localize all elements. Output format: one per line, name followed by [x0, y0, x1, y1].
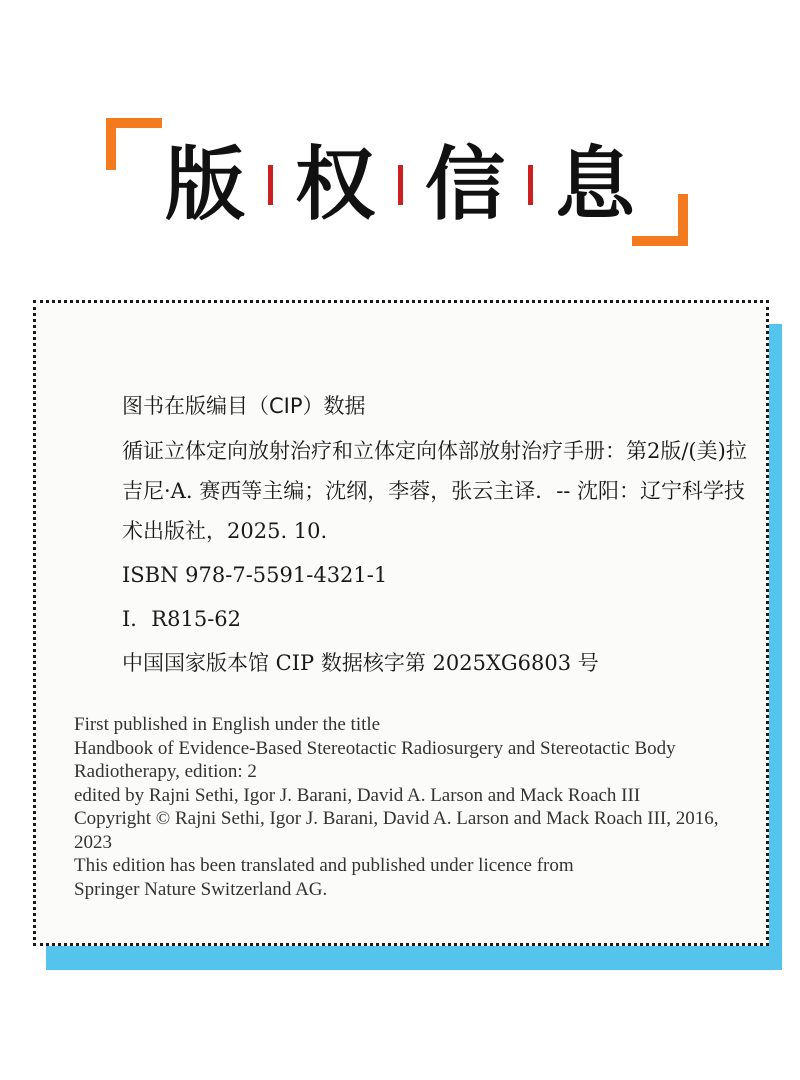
cip-block: [122, 389, 752, 683]
cip-description: 循证立体定向放射治疗和立体定向体部放射治疗手册：第2版/(美)拉吉尼·A. 赛西等主编；沈纲，李蓉，张云主译．-- 沈阳：辽宁科学技术出版社，2025. 10.: [122, 439, 747, 543]
english-line-publisher: Springer Nature Switzerland AG.: [74, 878, 328, 900]
cip-heading: 图书在版编目（CIP）数据: [122, 394, 366, 418]
english-line-title: Handbook of Evidence-Based Stereotactic Radiosurgery and Stereotactic Body Radiotherapy, edition: 2: [74, 737, 676, 782]
classification-line: Ⅰ．R815-62: [122, 607, 242, 631]
title-char-3: 信: [425, 138, 505, 231]
copyright-card: [33, 300, 769, 946]
title-char-4: 息: [555, 138, 635, 231]
english-line-first-published: First published in English under the title: [74, 714, 381, 735]
corner-bracket-top-left: [106, 118, 162, 170]
corner-bracket-bottom-right: [632, 194, 688, 246]
english-line-licence: This edition has been translated and published under licence from: [74, 855, 574, 876]
title-separator: [398, 165, 403, 205]
title-separator: [268, 165, 273, 205]
title-separator: [528, 165, 533, 205]
page-title: [160, 140, 640, 230]
english-line-copyright: Copyright © Rajni Sethi, Igor J. Barani, David A. Larson and Mack Roach III, 2016, 2023: [74, 808, 719, 853]
title-banner: [0, 0, 800, 280]
title-char-1: 版: [165, 138, 245, 231]
title-char-2: 权: [295, 138, 375, 231]
english-copyright-block: [74, 713, 744, 901]
cip-number-line: 中国国家版本馆 CIP 数据核字第 2025XG6803 号: [122, 651, 599, 675]
english-line-editors: edited by Rajni Sethi, Igor J. Barani, David A. Larson and Mack Roach III: [74, 784, 641, 806]
isbn-line: ISBN 978-7-5591-4321-1: [122, 563, 388, 587]
